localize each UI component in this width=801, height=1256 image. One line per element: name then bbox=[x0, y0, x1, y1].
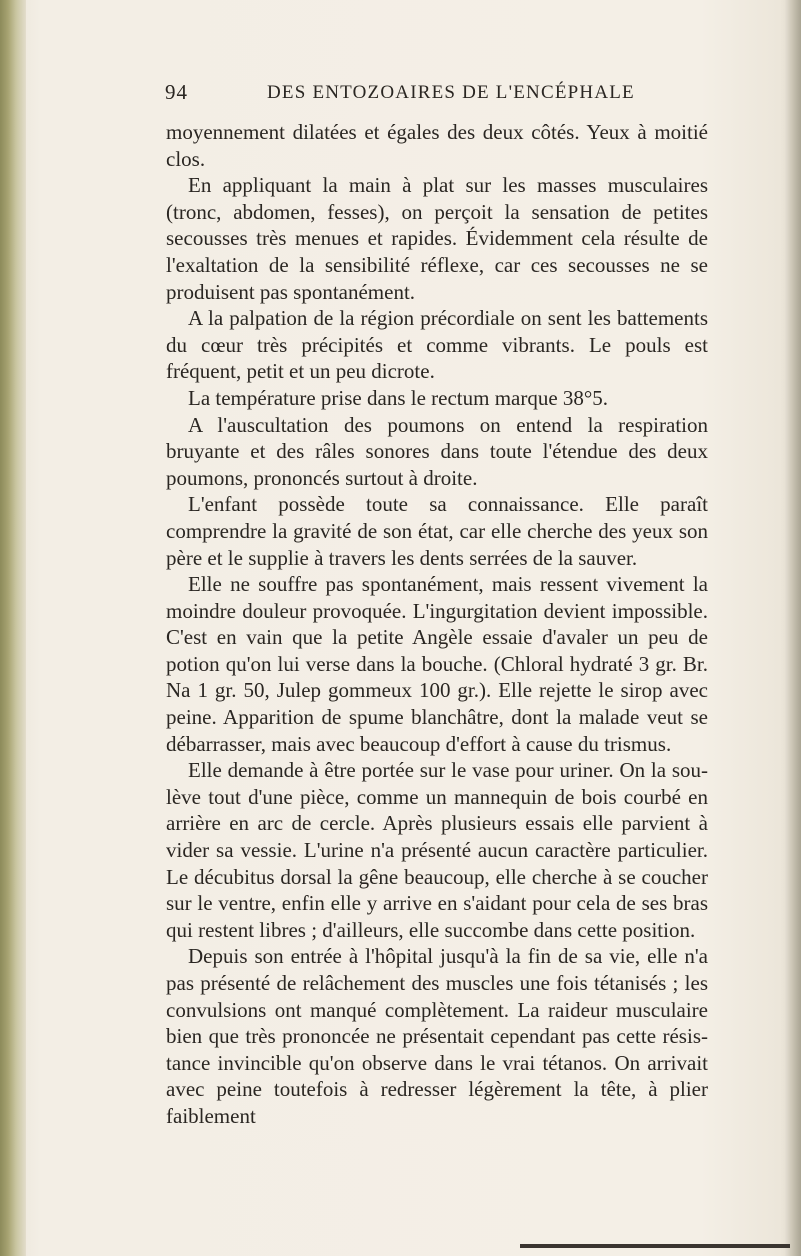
paragraph-6: L'enfant possède toute sa connaissance. Elle paraît comprendre la gravité de son état, car elle cherche des yeux son père et le supplie à travers les dents serrées de la sauver. bbox=[166, 492, 708, 570]
page-binding-edge bbox=[0, 0, 26, 1256]
paragraph-4: La température prise dans le rectum marque 38°5. bbox=[188, 385, 609, 410]
bottom-edge-shadow bbox=[520, 1244, 790, 1248]
running-head bbox=[165, 80, 740, 108]
page-right-edge bbox=[785, 0, 801, 1256]
paragraph-5: A l'auscultation des poumons on entend la respiration bruyante et des râles sonores dans toute l'étendue des deux poumons, prononcés surtout à droite. bbox=[166, 412, 708, 490]
body-text bbox=[166, 119, 708, 1130]
paragraph-1: moyennement dilatées et égales des deux côtés. Yeux à moitié clos. bbox=[166, 120, 708, 171]
paragraph-9: Depuis son entrée à l'hôpital jusqu'à la fin de sa vie, elle n'a pas présenté de relâchement des muscles une fois tétanisés ; les convulsions ont manqué complètement. La raideur musculaire bien que très prononcée ne présentait cependant pas cette résistance invincible qu'on observe dans le vrai tétanos. On arrivait avec peine toutefois à redresser légèrement la tête, à plier faiblement bbox=[166, 944, 708, 1128]
paragraph-8: Elle demande à être portée sur le vase pour uriner. On la soulève tout d'une pièce, comme un mannequin de bois courbé en arrière en arc de cercle. Après plusieurs essais elle parvient à vider sa vessie. L'urine n'a présenté aucun caractère particulier. Le décubitus dorsal la gêne beaucoup, elle cherche à se coucher sur le ventre, enfin elle y arrive en s'aidant pour cela de ses bras qui restent libres ; d'ailleurs, elle succombe dans cette position. bbox=[166, 758, 708, 942]
paragraph-3: A la palpation de la région précordiale on sent les battements du cœur très précipités et comme vibrants. Le pouls est fréquent, petit et un peu dicrote. bbox=[166, 306, 708, 384]
paragraph-2: En appliquant la main à plat sur les masses musculaires (tronc, abdomen, fesses), on perçoit la sensation de petites secousses très menues et rapides. Évidemment cela résulte de l'exaltation de la sensibilité réflexe, car ces secousses ne se produisent pas spontanément. bbox=[166, 173, 708, 304]
running-title: DES ENTOZOAIRES DE L'ENCÉPHALE bbox=[267, 82, 635, 103]
page-number: 94 bbox=[165, 80, 188, 104]
paragraph-7: Elle ne souffre pas spontanément, mais ressent vivement la moindre douleur provoquée. L'ingurgitation devient impossible. C'est en vain que la petite Angèle essaie d'avaler un peu de potion qu'on lui verse dans la bouche. (Chloral hydraté 3 gr. Br. Na 1 gr. 50, Julep gommeux 100 gr.). Elle rejette le sirop avec peine. Apparition de spume blanchâtre, dont la malade veut se débarrasser, mais avec beaucoup d'effort à cause du trismus. bbox=[166, 572, 708, 756]
